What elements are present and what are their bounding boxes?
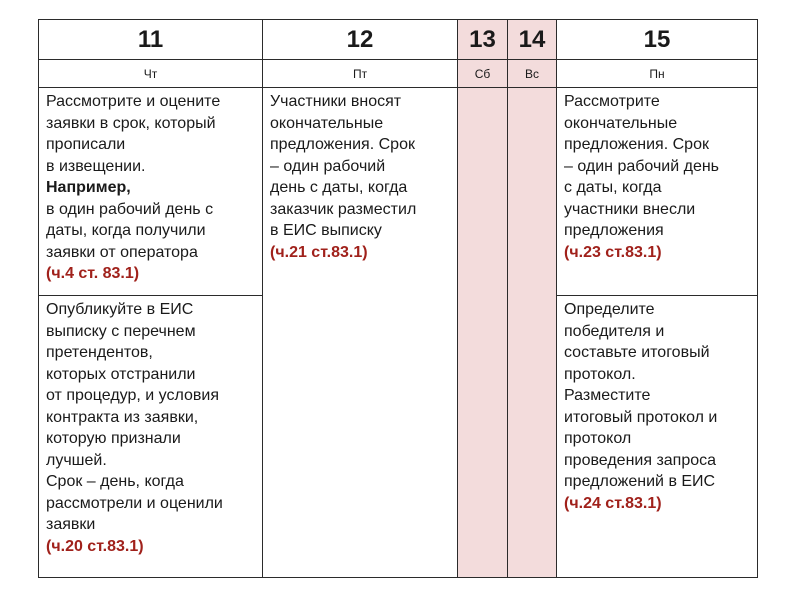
date-14: 14 xyxy=(508,20,557,60)
thu-publish-line: заявки xyxy=(46,516,96,533)
sat-empty-cell xyxy=(458,88,508,578)
weekday-mon: Пн xyxy=(557,60,758,88)
date-15: 15 xyxy=(557,20,758,60)
mon-review-line: окончательные xyxy=(564,114,678,132)
thu-publish-line: контракта из заявки, xyxy=(46,408,199,426)
fri-offers-line: в ЕИС выписку xyxy=(270,222,382,239)
thu-publish-line: Опубликуйте в ЕИС xyxy=(46,301,194,318)
mon-review-reference: (ч.23 ст.83.1) xyxy=(564,243,662,261)
thu-publish-line: которых отстранили xyxy=(46,365,196,383)
thu-review-line: в извещении. xyxy=(46,157,146,175)
thu-publish-line: которую признали xyxy=(46,430,181,447)
thu-example-line: даты, когда получили xyxy=(46,222,206,239)
date-13: 13 xyxy=(458,20,508,60)
thu-publish-line: претендентов, xyxy=(46,344,153,361)
sun-empty-cell xyxy=(508,88,557,578)
thu-publish-reference: (ч.20 ст.83.1) xyxy=(46,537,144,555)
fri-offers-line: окончательные xyxy=(270,114,384,132)
mon-review-line: с даты, когда xyxy=(564,179,662,196)
mon-winner-cell xyxy=(557,296,758,578)
mon-review-line: – один рабочий день xyxy=(564,157,720,175)
thu-review-cell xyxy=(39,88,263,296)
weekday-fri: Пт xyxy=(263,60,458,88)
thu-review-line: прописали xyxy=(46,136,126,153)
date-number-row xyxy=(39,20,758,60)
fri-offers-cell xyxy=(263,88,458,578)
fri-offers-reference: (ч.21 ст.83.1) xyxy=(270,243,368,261)
thu-review-line: заявки в срок, который xyxy=(46,114,216,132)
thu-review-reference: (ч.4 ст. 83.1) xyxy=(46,265,140,282)
weekday-row xyxy=(39,60,758,88)
thu-example-heading: Например, xyxy=(46,179,131,196)
thu-publish-line: лучшей. xyxy=(46,451,107,469)
weekday-thu: Чт xyxy=(39,60,263,88)
mon-review-line: участники внесли xyxy=(564,200,696,218)
schedule-table xyxy=(38,19,758,578)
tasks-row-1 xyxy=(39,88,758,296)
thu-review-line: Рассмотрите и оцените xyxy=(46,93,221,110)
mon-winner-line: итоговый протокол и xyxy=(564,408,718,426)
thu-publish-line: выписку с перечнем xyxy=(46,322,196,340)
thu-example-line: заявки от оператора xyxy=(46,243,198,261)
fri-offers-line: – один рабочий xyxy=(270,157,386,175)
date-12: 12 xyxy=(263,20,458,60)
mon-winner-line: Разместите xyxy=(564,387,651,404)
mon-winner-line: предложений в ЕИС xyxy=(564,473,716,490)
mon-review-line: Рассмотрите xyxy=(564,93,660,110)
fri-offers-line: день с даты, когда xyxy=(270,179,408,196)
mon-review-line: предложения xyxy=(564,222,664,239)
fri-offers-line: предложения. Срок xyxy=(270,136,415,153)
mon-review-cell xyxy=(557,88,758,296)
weekday-sat: Сб xyxy=(458,60,508,88)
thu-publish-line: рассмотрели и оценили xyxy=(46,494,223,512)
mon-winner-line: протокол xyxy=(564,430,632,447)
thu-publish-line: от процедур, и условия xyxy=(46,387,219,404)
date-11: 11 xyxy=(39,20,263,60)
mon-winner-line: проведения запроса xyxy=(564,451,717,469)
mon-winner-line: протокол. xyxy=(564,365,636,383)
mon-winner-line: Определите xyxy=(564,301,655,318)
thu-publish-line: Срок – день, когда xyxy=(46,473,184,490)
fri-offers-line: Участники вносят xyxy=(270,93,402,110)
thu-example-line: в один рабочий день с xyxy=(46,200,214,218)
fri-offers-line: заказчик разместил xyxy=(270,200,417,218)
weekday-sun: Вс xyxy=(508,60,557,88)
mon-winner-reference: (ч.24 ст.83.1) xyxy=(564,494,662,512)
mon-review-line: предложения. Срок xyxy=(564,136,709,153)
mon-winner-line: победителя и xyxy=(564,322,665,340)
thu-publish-cell xyxy=(39,296,263,578)
mon-winner-line: составьте итоговый xyxy=(564,344,710,361)
